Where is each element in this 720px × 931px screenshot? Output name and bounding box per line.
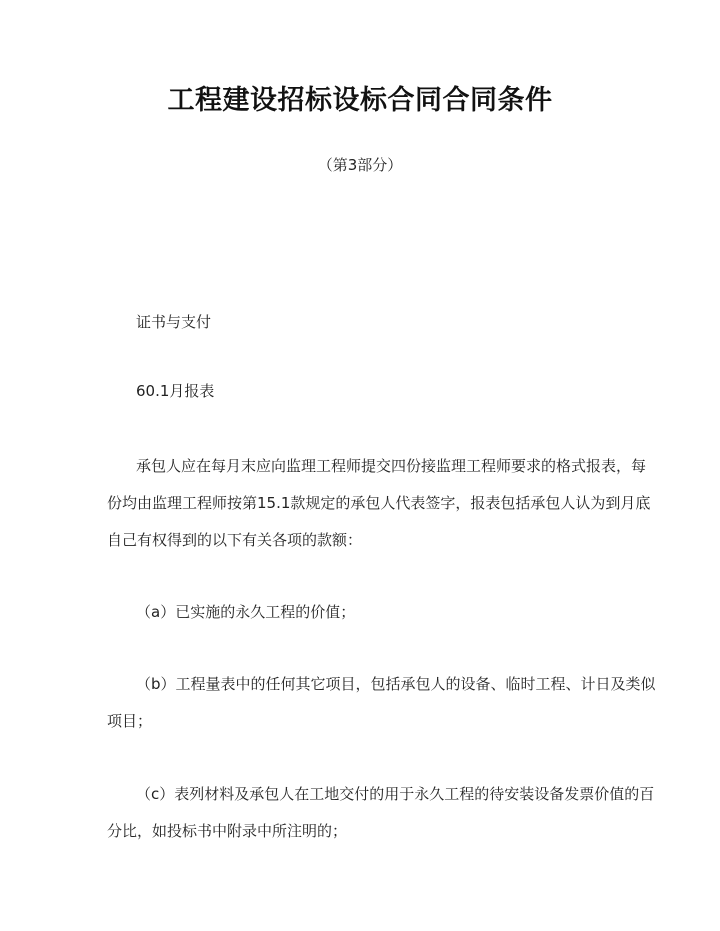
list-item-line: （c）表列材料及承包人在工地交付的用于永久工程的待安装设备发票价值的百 bbox=[136, 785, 655, 803]
document-title: 工程建设招标设标合同合同条件 bbox=[167, 85, 553, 116]
paragraph-line: 承包人应在每月末应向监理工程师提交四份接监理工程师要求的格式报表，每 bbox=[136, 457, 647, 475]
paragraph-line: 自己有权得到的以下有关各项的款额： bbox=[107, 531, 363, 549]
clause-heading: 60.1月报表 bbox=[136, 382, 215, 400]
document-subtitle: （第3部分） bbox=[317, 156, 403, 174]
section-heading: 证书与支付 bbox=[136, 313, 212, 331]
list-item-line: 项目； bbox=[107, 712, 153, 730]
paragraph-line: 份均由监理工程师按第15.1款规定的承包人代表签字，报表包括承包人认为到月底 bbox=[107, 494, 651, 512]
list-item-line: （b）工程量表中的任何其它项目，包括承包人的设备、临时工程、计日及类似 bbox=[136, 675, 656, 693]
list-item-line: （a）已实施的永久工程的价值； bbox=[136, 603, 356, 621]
list-item-line: 分比，如投标书中附录中所注明的； bbox=[107, 822, 348, 840]
